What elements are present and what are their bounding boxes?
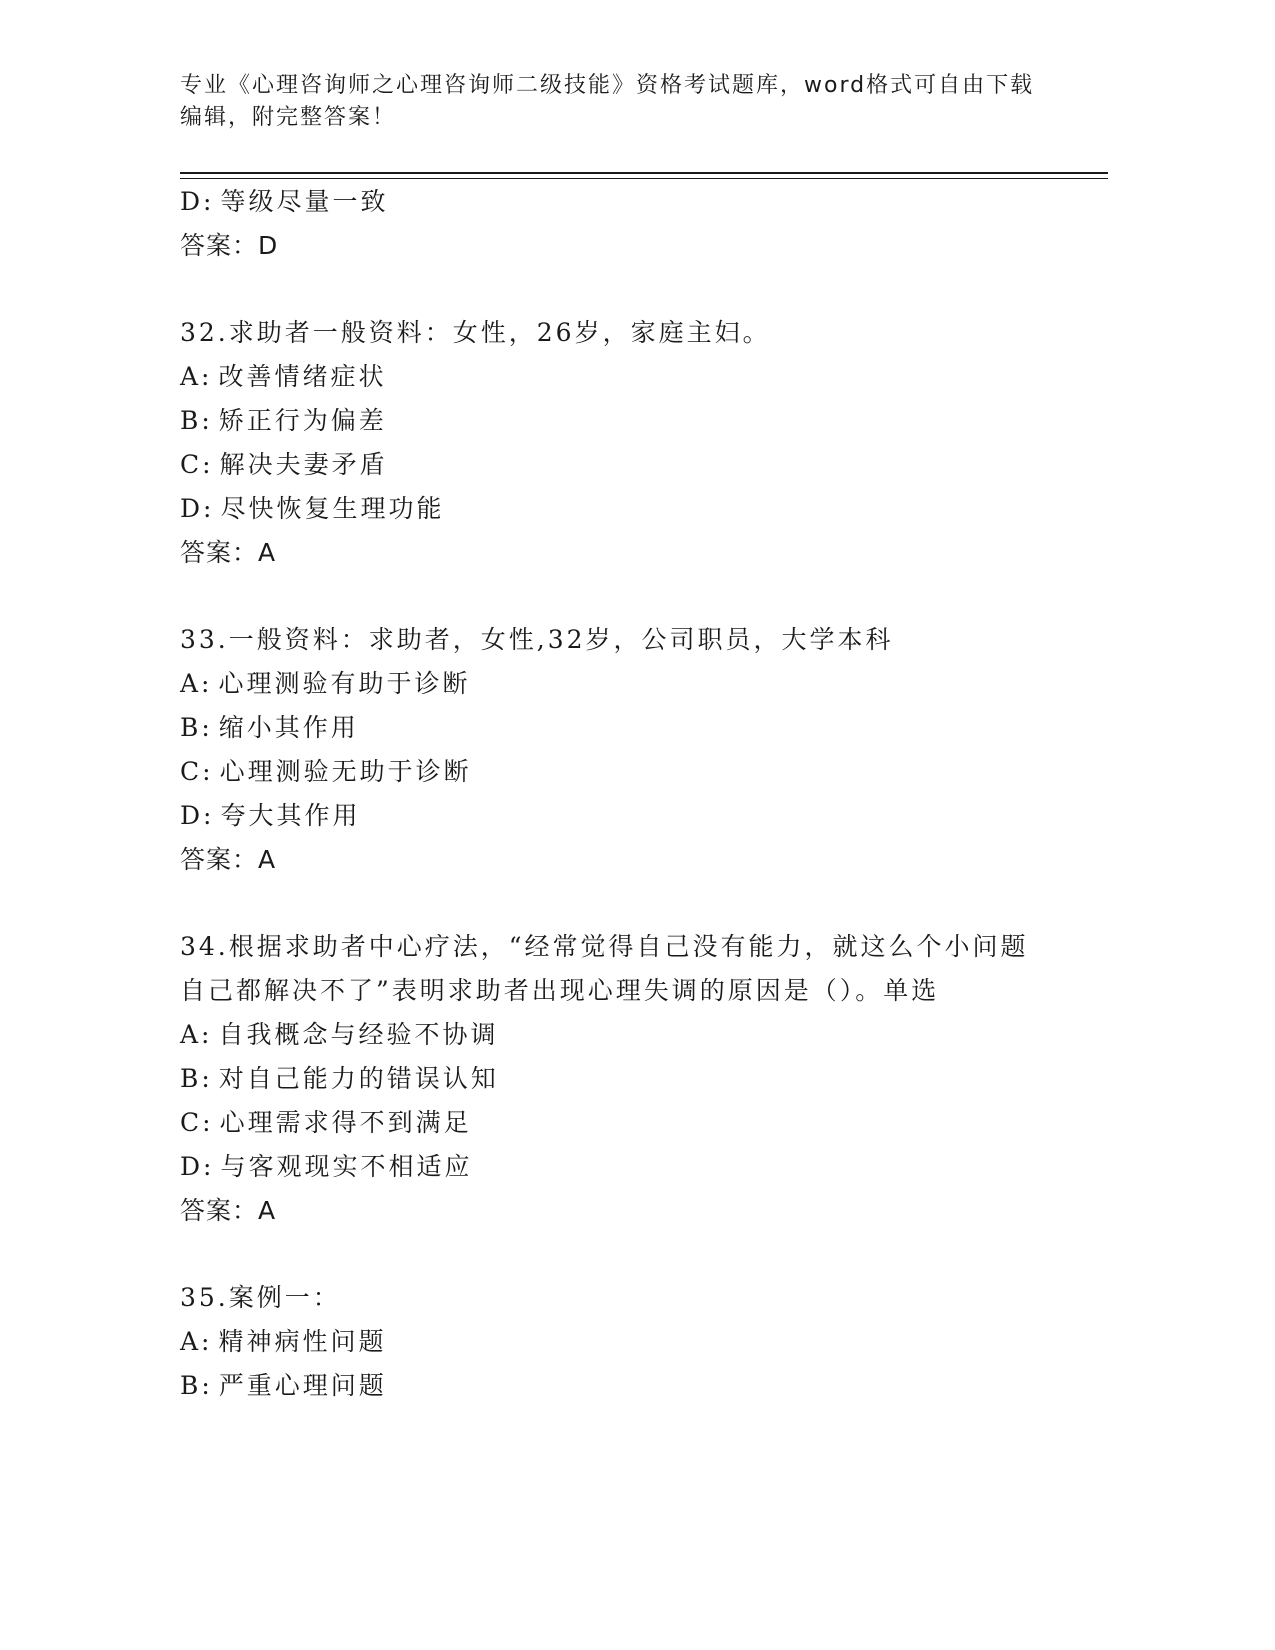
option-letter: B: bbox=[180, 406, 213, 435]
option-text: 尽快恢复生理功能 bbox=[220, 494, 445, 523]
answer-line: 答案：D bbox=[180, 231, 279, 260]
option-letter: A: bbox=[180, 1020, 213, 1049]
question-text: 33.一般资料：求助者，女性,32岁，公司职员，大学本科 bbox=[180, 625, 894, 654]
option-letter: D: bbox=[180, 187, 215, 216]
option-text: 缩小其作用 bbox=[218, 713, 359, 742]
option-letter: A: bbox=[180, 669, 213, 698]
option-letter: B: bbox=[180, 713, 213, 742]
option-letter: D: bbox=[180, 1152, 215, 1181]
option-d bbox=[180, 794, 1080, 838]
option-text: 解决夫妻矛盾 bbox=[219, 450, 388, 479]
header-divider-thin bbox=[180, 178, 1108, 179]
header-line-2: 编辑，附完整答案！ bbox=[180, 105, 397, 130]
answer-line: 答案：A bbox=[180, 1196, 277, 1225]
option-text: 严重心理问题 bbox=[218, 1371, 387, 1400]
question-32 bbox=[180, 311, 1080, 575]
option-letter: D: bbox=[180, 801, 215, 830]
option-text: 心理测验有助于诊断 bbox=[218, 669, 471, 698]
question-text: 32.求助者一般资料：女性，26岁，家庭主妇。 bbox=[180, 318, 771, 347]
answer-line: 答案：A bbox=[180, 538, 277, 567]
header-line-1: 专业《心理咨询师之心理咨询师二级技能》资格考试题库，word格式可自由下载 bbox=[180, 73, 1035, 98]
option-letter: A: bbox=[180, 362, 213, 391]
question-34 bbox=[180, 925, 1080, 1233]
option-d bbox=[180, 487, 1080, 531]
option-b bbox=[180, 1057, 1080, 1101]
question-35 bbox=[180, 1276, 1080, 1408]
option-d bbox=[180, 1145, 1080, 1189]
option-c bbox=[180, 443, 1080, 487]
option-text: 精神病性问题 bbox=[218, 1327, 387, 1356]
option-letter: C: bbox=[180, 1108, 214, 1137]
question-text: 35.案例一： bbox=[180, 1283, 341, 1312]
option-text: 矫正行为偏差 bbox=[218, 406, 387, 435]
page-header bbox=[180, 70, 1060, 134]
option-a bbox=[180, 662, 1080, 706]
option-b bbox=[180, 706, 1080, 750]
question-content bbox=[180, 180, 1080, 1408]
option-b bbox=[180, 1364, 1080, 1408]
option-a bbox=[180, 1013, 1080, 1057]
option-text: 自我概念与经验不协调 bbox=[218, 1020, 499, 1049]
option-letter: B: bbox=[180, 1064, 213, 1093]
option-c bbox=[180, 1101, 1080, 1145]
option-c bbox=[180, 750, 1080, 794]
option-text: 对自己能力的错误认知 bbox=[218, 1064, 499, 1093]
option-text: 与客观现实不相适应 bbox=[220, 1152, 473, 1181]
option-text: 等级尽量一致 bbox=[220, 187, 389, 216]
option-d bbox=[180, 180, 1080, 224]
option-letter: B: bbox=[180, 1371, 213, 1400]
option-letter: C: bbox=[180, 757, 214, 786]
option-letter: A: bbox=[180, 1327, 213, 1356]
question-33 bbox=[180, 618, 1080, 882]
option-letter: D: bbox=[180, 494, 215, 523]
answer-line: 答案：A bbox=[180, 845, 277, 874]
option-a bbox=[180, 355, 1080, 399]
option-a bbox=[180, 1320, 1080, 1364]
option-text: 心理测验无助于诊断 bbox=[219, 757, 472, 786]
question-text: 34.根据求助者中心疗法，“经常觉得自己没有能力，就这么个小问题自己都解决不了”表明求助者出现心理失调的原因是（）。单选 bbox=[180, 932, 1029, 1005]
header-divider-thick bbox=[180, 172, 1108, 174]
option-b bbox=[180, 399, 1080, 443]
option-text: 夸大其作用 bbox=[220, 801, 361, 830]
option-letter: C: bbox=[180, 450, 214, 479]
option-text: 改善情绪症状 bbox=[218, 362, 387, 391]
option-text: 心理需求得不到满足 bbox=[219, 1108, 472, 1137]
